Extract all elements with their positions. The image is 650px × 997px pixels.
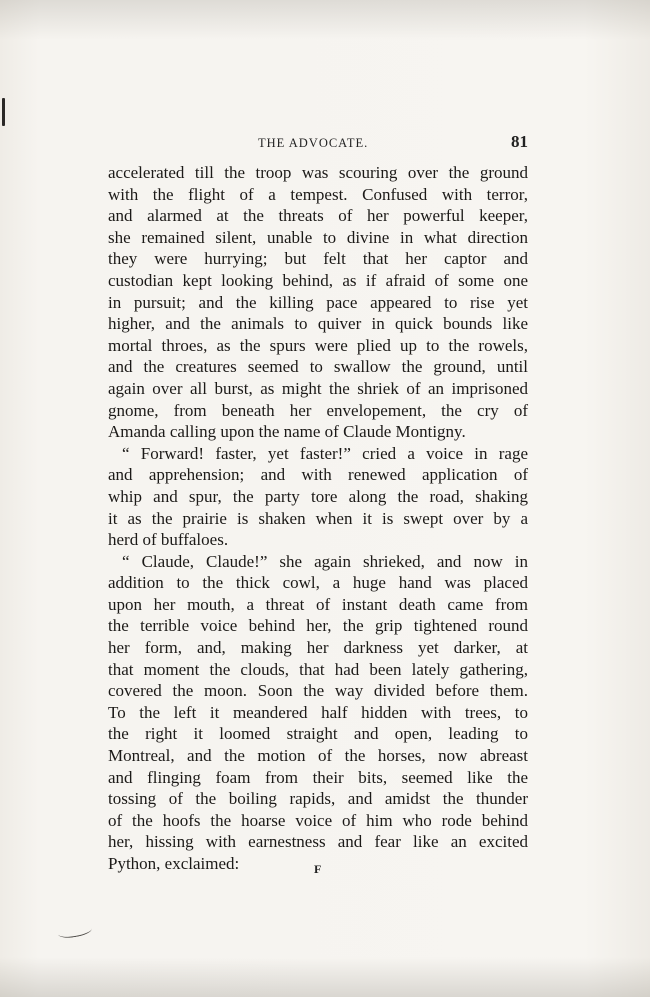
text-line: addition to the thick cowl, a huge hand was placed <box>108 573 528 593</box>
page-body <box>108 162 528 875</box>
text-line: of the hoofs the hoarse voice of him who rode behind <box>108 810 528 830</box>
binding-mark <box>2 98 5 126</box>
text-line: herd of buffaloes. <box>108 530 229 550</box>
text-line: “ Claude, Claude!” she again shrieked, and now in <box>122 551 528 571</box>
text-line: and flinging foam from their bits, seemed like the <box>108 767 528 787</box>
text-line: Montreal, and the motion of the horses, now abreast <box>108 746 528 766</box>
page-bottom-shadow <box>0 957 650 997</box>
ink-smudge <box>57 923 92 940</box>
text-line: covered the moon. Soon the way divided before them. <box>108 681 528 701</box>
text-line: the right it loomed straight and open, leading to <box>108 724 528 744</box>
page-header <box>108 132 528 156</box>
text-line: gnome, from beneath her envelopement, the cry of <box>108 400 528 420</box>
text-line: in pursuit; and the killing pace appeared to rise yet <box>108 292 528 312</box>
text-line: it as the prairie is shaken when it is swept over by a <box>108 508 528 528</box>
text-line: upon her mouth, a threat of instant death came from <box>108 594 528 614</box>
text-line: the terrible voice behind her, the grip tightened round <box>108 616 528 636</box>
text-line: mortal throes, as the spurs were plied up to the rowels, <box>108 335 528 355</box>
text-line: and the creatures seemed to swallow the ground, until <box>108 357 528 377</box>
text-line: they were hurrying; but felt that her captor and <box>108 249 528 269</box>
text-line: whip and spur, the party tore along the road, shaking <box>108 486 528 506</box>
text-line: higher, and the animals to quiver in quick bounds like <box>108 314 528 334</box>
page-number: 81 <box>511 132 528 151</box>
text-line: she remained silent, unable to divine in what direction <box>108 227 528 247</box>
page-top-shadow <box>0 0 650 40</box>
text-line: her form, and, making her darkness yet darker, at <box>108 638 528 658</box>
text-line: custodian kept looking behind, as if afraid of some one <box>108 270 528 290</box>
text-line: Python, exclaimed: <box>108 854 240 873</box>
text-line: “ Forward! faster, yet faster!” cried a voice in rage <box>122 443 528 463</box>
text-line: To the left it meandered half hidden with trees, to <box>108 702 528 722</box>
text-line: her, hissing with earnestness and fear like an excited <box>108 832 528 852</box>
text-line: and alarmed at the threats of her powerful keeper, <box>108 206 528 226</box>
text-line: Amanda calling upon the name of Claude Montigny. <box>108 422 466 442</box>
text-line: and apprehension; and with renewed application of <box>108 465 528 485</box>
text-line: accelerated till the troop was scouring over the ground <box>108 163 528 182</box>
running-title: THE ADVOCATE. <box>258 136 369 150</box>
text-line: with the flight of a tempest. Confused with terror, <box>108 184 528 204</box>
text-line: again over all burst, as might the shriek of an imprisoned <box>108 378 528 398</box>
signature-mark: F <box>314 862 322 876</box>
text-line: tossing of the boiling rapids, and amidst the thunder <box>108 789 528 809</box>
text-line: that moment the clouds, that had been lately gathering, <box>108 659 528 679</box>
